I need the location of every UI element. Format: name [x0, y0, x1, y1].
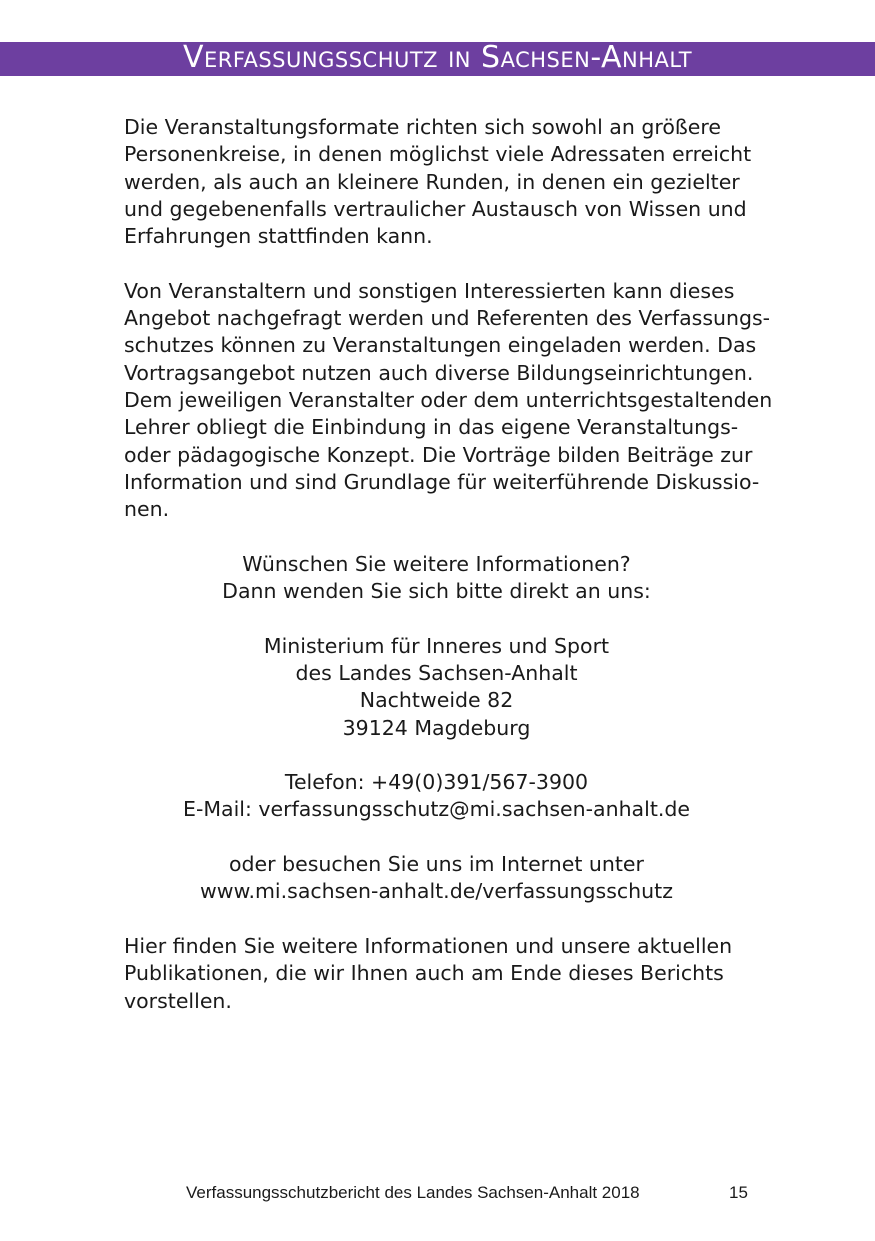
- text-line: oder pädagogische Konzept. Die Vorträge bilden Beiträge zur: [124, 442, 753, 467]
- text-line: Erfahrungen stattfinden kann.: [124, 224, 433, 249]
- contact-details: [124, 769, 749, 824]
- text-line: Wünschen Sie weitere Informationen?: [242, 551, 631, 576]
- page-header-title: Verfassungsschutz in Sachsen-Anhalt: [182, 40, 693, 75]
- text-line: Angebot nachgefragt werden und Referenten des Verfassungs-: [124, 306, 771, 331]
- text-line: Dem jeweiligen Veranstalter oder dem unterrichtsgestaltenden: [124, 387, 773, 412]
- paragraph-event-formats: [124, 114, 764, 250]
- page-content: [124, 114, 773, 1015]
- header-band: [0, 42, 875, 76]
- address-line: Nachtweide 82: [359, 688, 514, 713]
- phone-number: Telefon: +49(0)391/567-3900: [284, 770, 589, 795]
- text-line: Von Veranstaltern und sonstigen Interessierten kann dieses: [124, 278, 735, 303]
- text-line: Hier finden Sie weitere Informationen und unsere aktuellen: [124, 933, 733, 958]
- contact-intro: [124, 551, 749, 606]
- address-line: des Landes Sachsen-Anhalt: [295, 660, 578, 685]
- text-line: Information und sind Grundlage für weiterführende Diskussio-: [124, 469, 760, 494]
- paragraph-publications: [124, 933, 764, 1015]
- web-info: [124, 851, 749, 906]
- text-line: Lehrer obliegt die Einbindung in das eigene Veranstaltungs-: [124, 415, 739, 440]
- address-line: 39124 Magdeburg: [342, 715, 531, 740]
- text-line: Dann wenden Sie sich bitte direkt an uns:: [222, 579, 651, 604]
- paragraph-lecture-offer: [124, 278, 773, 524]
- website-link[interactable]: www.mi.sachsen-anhalt.de/verfassungsschutz: [200, 879, 673, 904]
- postal-address: [124, 633, 749, 742]
- text-line: vorstellen.: [124, 988, 232, 1013]
- text-line: werden, als auch an kleinere Runden, in denen ein gezielter: [124, 169, 740, 194]
- text-line: schutzes können zu Veranstaltungen eingeladen werden. Das: [124, 333, 757, 358]
- text-line: Die Veranstaltungsformate richten sich sowohl an größere: [124, 115, 722, 139]
- text-line: Personenkreise, in denen möglichst viele Adressaten erreicht: [124, 142, 752, 167]
- page-number: 15: [729, 1183, 748, 1202]
- address-line: Ministerium für Inneres und Sport: [263, 633, 610, 658]
- text-line: und gegebenenfalls vertraulicher Austausch von Wissen und: [124, 196, 747, 221]
- text-line: Vortragsangebot nutzen auch diverse Bildungseinrichtungen.: [124, 360, 754, 385]
- text-line: Publikationen, die wir Ihnen auch am Ende dieses Berichts: [124, 961, 724, 986]
- text-line: oder besuchen Sie uns im Internet unter: [229, 852, 644, 877]
- email-address[interactable]: E-Mail: verfassungsschutz@mi.sachsen-anhalt.de: [183, 797, 690, 822]
- footer-report-title: Verfassungsschutzbericht des Landes Sachsen-Anhalt 2018: [186, 1183, 640, 1202]
- text-line: nen.: [124, 497, 170, 522]
